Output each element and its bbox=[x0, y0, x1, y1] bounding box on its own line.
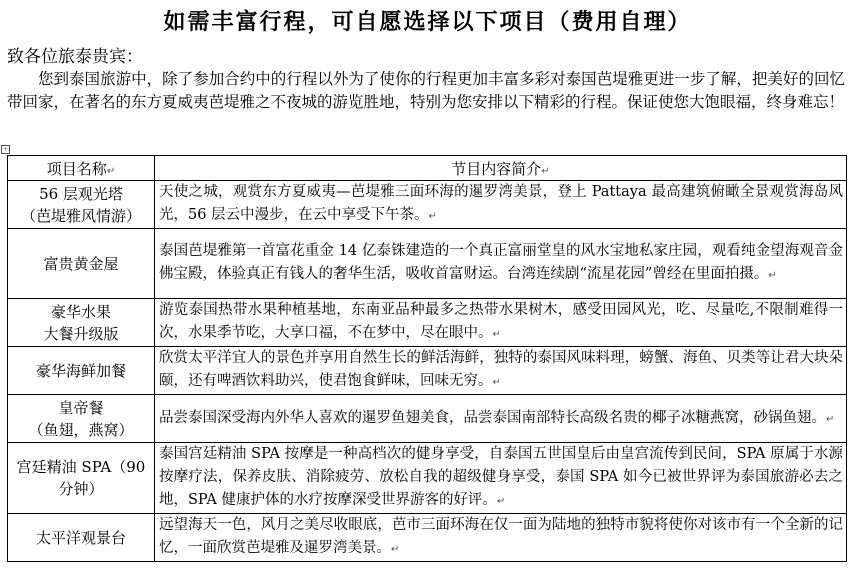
item-name-line: 太平洋观景台 bbox=[35, 528, 126, 547]
table-row bbox=[8, 514, 847, 562]
item-name bbox=[8, 514, 155, 562]
item-name-line: 豪华水果 bbox=[50, 302, 111, 321]
item-name bbox=[8, 181, 155, 229]
item-description: 品尝泰国深受海内外华人喜欢的暹罗鱼翅美食，品尝泰国南部特长高级名贵的椰子冰糖燕窝，砂锅鱼翅。↵ bbox=[155, 395, 847, 443]
header-description: 节目内容简介↵ bbox=[155, 156, 847, 181]
item-description: 欣赏太平洋宜人的景色并享用自然生长的鲜活海鲜，独特的泰国风味料理，螃蟹、海鱼、贝类等让君大块朵颐，还有啤酒饮料助兴，使君饱食鲜味，回味无穷。↵ bbox=[155, 347, 847, 395]
item-name-line: 豪华海鲜加餐 bbox=[35, 361, 126, 380]
item-name bbox=[8, 299, 155, 347]
item-name-line: 宫廷精油 SPA（90 bbox=[16, 458, 146, 476]
item-description: 泰国宫廷精油 SPA 按摩是一种高档次的健身享受，自泰国五世国皇后由皇宫流传到民间，SPA 原属于水源按摩疗法，保养皮肤、消除疲劳、放松自我的超级健身享受，泰国 SPA 如今已被世界评为泰国旅游必去之地，SPA 健康护体的水疗按摩深受世界游客的好评。↵ bbox=[155, 443, 847, 514]
item-name bbox=[8, 443, 155, 514]
item-description: 远望海天一色，风月之美尽收眼底，芭市三面环海在仅一面为陆地的独特市貌将使你对该市有一个全新的记忆，一面欣赏芭堤雅及暹罗湾美景。↵ bbox=[155, 514, 847, 562]
table-header-row bbox=[8, 156, 847, 181]
document-title: 如需丰富行程，可自愿选择以下项目（费用自理） bbox=[163, 9, 692, 35]
table-row bbox=[8, 229, 847, 299]
intro-paragraph: 您到泰国旅游中，除了参加合约中的行程以外为了使你的行程更加丰富多彩对泰国芭堤雅更进一步了解，把美好的回忆带回家，在著名的东方夏威夷芭堤雅之不夜城的游览胜地，特别为您安排以下精彩的行程。保证使您大饱眼福，终身难忘！ bbox=[7, 70, 845, 111]
table-row bbox=[8, 181, 847, 229]
item-description: 天使之城，观赏东方夏威夷—芭堤雅三面环海的暹罗湾美景，登上 Pattaya 最高建筑俯瞰全景观赏海岛风光，56 层云中漫步，在云中享受下午茶。↵ bbox=[155, 181, 847, 229]
greeting-line: 致各位旅泰贵宾： bbox=[7, 47, 143, 67]
item-name bbox=[8, 347, 155, 395]
item-description: 泰国芭堤雅第一首富花重金 14 亿泰铢建造的一个真正富丽堂皇的风水宝地私家庄园，观看纯金望海观音金佛宝殿，体验真正有钱人的奢华生活，吸收首富财运。台湾连续剧“流星花园”曾经在里面拍摄。↵ bbox=[155, 229, 847, 299]
item-description: 游览泰国热带水果种植基地，东南亚品种最多之热带水果树木，感受田园风光，吃、尽量吃,不限制难得一次，水果季节吃，大享口福，不在梦中，尽在眼中。↵ bbox=[155, 299, 847, 347]
table-anchor-icon[interactable]: + bbox=[2, 146, 9, 153]
item-name bbox=[8, 229, 155, 299]
item-name bbox=[8, 395, 155, 443]
table-row bbox=[8, 299, 847, 347]
item-name-line: （芭堤雅风情游） bbox=[20, 206, 141, 225]
item-name-line: 富贵黄金屋 bbox=[43, 254, 119, 273]
itinerary-table bbox=[7, 155, 847, 562]
table-row bbox=[8, 443, 847, 514]
item-name-line: （鱼翅，燕窝） bbox=[28, 420, 134, 439]
table-row bbox=[8, 347, 847, 395]
item-name-line: 皇帝餐 bbox=[58, 398, 104, 417]
item-name-line: 56 层观光塔 bbox=[39, 184, 123, 203]
item-name-line: 分钟） bbox=[58, 480, 104, 498]
header-item-name: 项目名称↵ bbox=[8, 156, 155, 181]
table-row bbox=[8, 395, 847, 443]
item-name-line: 大餐升级版 bbox=[43, 324, 119, 343]
